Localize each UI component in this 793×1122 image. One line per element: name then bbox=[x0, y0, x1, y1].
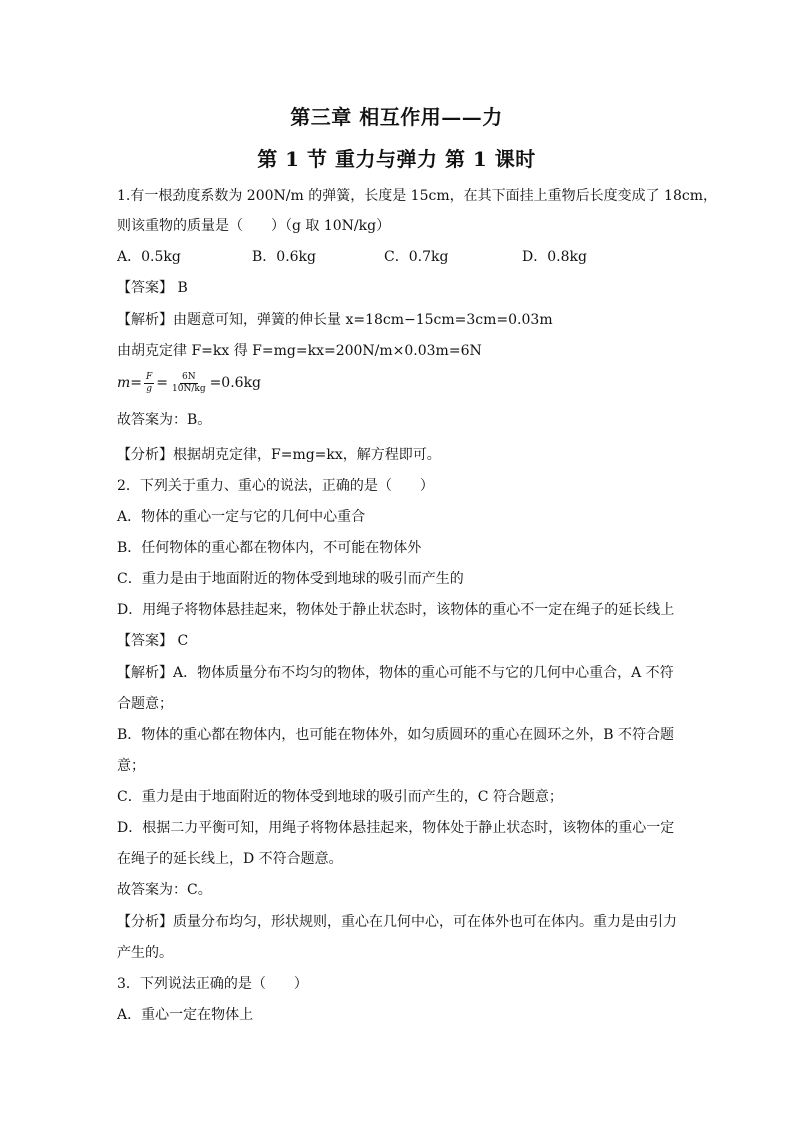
fenxi-tag: 【分析】 bbox=[117, 447, 173, 463]
formula-m: m= bbox=[117, 375, 143, 391]
q2-analysis-b-line1: B．物体的重心都在物体内，也可能在物体外，如匀质圆环的重心在圆环之外，B 不符合题 bbox=[117, 727, 675, 743]
analysis-tag: 【解析】 bbox=[117, 665, 173, 681]
q1-conclusion: 故答案为：B。 bbox=[117, 412, 212, 428]
q2-choice-a: A．物体的重心一定与它的几何中心重合 bbox=[117, 509, 366, 525]
q2-analysis-a-line2: 合题意； bbox=[117, 696, 173, 712]
q1-formula bbox=[117, 368, 261, 398]
q1-choice-c: C．0.7kg bbox=[384, 249, 449, 265]
q1-choice-d: D．0.8kg bbox=[522, 249, 587, 265]
q1-choice-b: B．0.6kg bbox=[252, 249, 316, 265]
q1-analysis-line1 bbox=[117, 310, 687, 330]
chapter-title: 第三章 相互作用——力 bbox=[290, 105, 503, 129]
fenxi-text: 质量分布均匀，形状规则，重心在几何中心，可在体外也可在体内。重力是由引力 bbox=[173, 914, 677, 930]
fraction-6n-over-10nkg bbox=[170, 372, 208, 395]
q2-choice-d: D．用绳子将物体悬挂起来，物体处于静止状态时，该物体的重心不一定在绳子的延长线上 bbox=[117, 602, 675, 618]
analysis-tag: 【解析】 bbox=[117, 312, 173, 328]
answer-value: C bbox=[177, 633, 189, 649]
q1-stem-line1: 1.有一根劲度系数为 200N/m 的弹簧，长度是 15cm，在其下面挂上重物后长度变成了 18cm， bbox=[117, 188, 717, 204]
q2-stem: 2．下列关于重力、重心的说法，正确的是（ ） bbox=[117, 478, 434, 494]
formula-equals: = bbox=[156, 375, 168, 391]
q2-analysis-c: C．重力是由于地面附近的物体受到地球的吸引而产生的，C 符合题意； bbox=[117, 789, 563, 805]
q2-choice-b: B．任何物体的重心都在物体内，不可能在物体外 bbox=[117, 540, 422, 556]
q2-fenxi-line1 bbox=[117, 912, 687, 932]
q2-analysis-b-line2: 意； bbox=[117, 758, 145, 774]
fraction-numerator: F bbox=[146, 371, 153, 382]
analysis-text: A．物体质量分布不均匀的物体，物体的重心可能不与它的几何中心重合，A 不符 bbox=[173, 665, 674, 681]
q1-stem-line2: 则该重物的质量是（ ）（g 取 10N/kg） bbox=[117, 218, 391, 234]
q1-fenxi bbox=[117, 445, 687, 465]
q1-choices bbox=[117, 247, 687, 267]
fraction-numerator: 6N bbox=[181, 371, 196, 382]
analysis-text: 由题意可知，弹簧的伸长量 x=18cm−15cm=3cm=0.03m bbox=[173, 312, 553, 328]
q1-analysis-line2: 由胡克定律 F=kx 得 F=mg=kx=200N/m×0.03m=6N bbox=[117, 343, 482, 359]
q1-answer bbox=[117, 278, 687, 298]
q2-conclusion: 故答案为：C。 bbox=[117, 882, 212, 898]
answer-tag: 【答案】 bbox=[117, 633, 173, 649]
fraction-f-over-g bbox=[144, 372, 154, 395]
answer-tag: 【答案】 bbox=[117, 280, 173, 296]
q2-choice-c: C．重力是由于地面附近的物体受到地球的吸引而产生的 bbox=[117, 571, 464, 587]
q2-fenxi-line2: 产生的。 bbox=[117, 945, 173, 961]
q1-choice-a: A．0.5kg bbox=[117, 249, 181, 265]
formula-result: =0.6kg bbox=[209, 375, 262, 391]
answer-value: B bbox=[177, 280, 188, 296]
fraction-denominator: g bbox=[146, 383, 153, 394]
q2-analysis-d-line2: 在绳子的延长线上，D 不符合题意。 bbox=[117, 851, 343, 867]
fenxi-tag: 【分析】 bbox=[117, 914, 173, 930]
q3-choice-a: A．重心一定在物体上 bbox=[117, 1007, 254, 1023]
q2-analysis-d-line1: D．根据二力平衡可知，用绳子将物体悬挂起来，物体处于静止状态时，该物体的重心一定 bbox=[117, 820, 675, 836]
fenxi-text: 根据胡克定律，F=mg=kx，解方程即可。 bbox=[173, 447, 441, 463]
section-title: 第 1 节 重力与弹力 第 1 课时 bbox=[257, 147, 536, 171]
fraction-denominator: 10N/kg bbox=[172, 383, 206, 394]
q2-analysis-a-line1 bbox=[117, 663, 687, 683]
q2-answer bbox=[117, 631, 687, 651]
q3-stem: 3．下列说法正确的是（ ） bbox=[117, 976, 308, 992]
